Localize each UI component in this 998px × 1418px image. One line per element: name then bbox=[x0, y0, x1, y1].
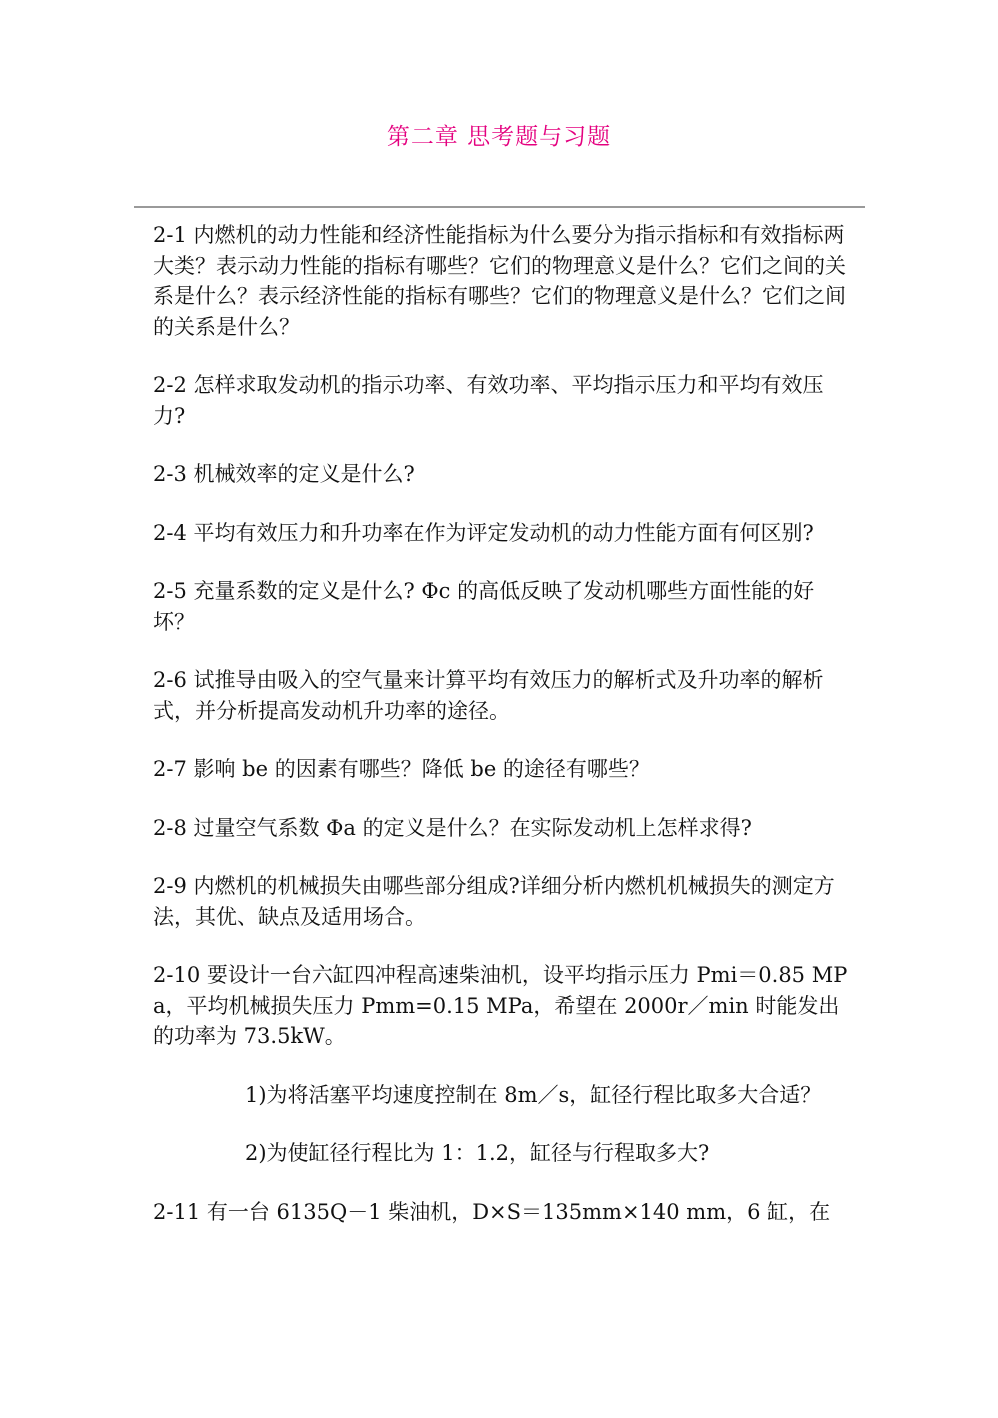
question-2-8: 2-8 过量空气系数 Φa 的定义是什么？在实际发动机上怎样求得? bbox=[153, 815, 752, 840]
question-2-6: 2-6 试推导由吸入的空气量来计算平均有效压力的解析式及升功率的解析式，并分析提高发动机升功率的途径。 bbox=[153, 668, 824, 723]
question-2-1: 2-1 内燃机的动力性能和经济性能指标为什么要分为指示指标和有效指标两大类？表示动力性能的指标有哪些？它们的物理意义是什么？它们之间的关系是什么？表示经济性能的指标有哪些？它们的物理意义是什么？它们之间的关系是什么？ bbox=[153, 223, 846, 339]
question-2-11: 2-11 有一台 6135Q－1 柴油机，D×S＝135mm×140 mm，6 缸，在 bbox=[153, 1199, 831, 1224]
question-list bbox=[153, 220, 853, 1255]
question-2-5: 2-5 充量系数的定义是什么? Φc 的高低反映了发动机哪些方面性能的好坏？ bbox=[153, 579, 815, 634]
question-2-7: 2-7 影响 be 的因素有哪些？降低 be 的途径有哪些？ bbox=[153, 757, 650, 781]
question-2-10-part-2: 2)为使缸径行程比为 1：1.2，缸径与行程取多大? bbox=[245, 1141, 710, 1165]
question-2-10-part-1: 1)为将活塞平均速度控制在 8m／s，缸径行程比取多大合适？ bbox=[245, 1082, 822, 1107]
question-2-10: 2-10 要设计一台六缸四冲程高速柴油机，设平均指示压力 Pmi＝0.85 MPa，平均机械损失压力 Pmm=0.15 MPa，希望在 2000r／min 时能发出的功率为 73.5kW。 bbox=[153, 963, 848, 1048]
question-2-3: 2-3 机械效率的定义是什么? bbox=[153, 462, 415, 486]
chapter-title: 第二章 思考题与习题 bbox=[386, 124, 612, 150]
title-divider bbox=[134, 206, 865, 208]
question-2-4: 2-4 平均有效压力和升功率在作为评定发动机的动力性能方面有何区别? bbox=[153, 520, 814, 545]
question-2-9: 2-9 内燃机的机械损失由哪些部分组成?详细分析内燃机机械损失的测定方法，其优、缺点及适用场合。 bbox=[153, 874, 835, 929]
question-2-2: 2-2 怎样求取发动机的指示功率、有效功率、平均指示压力和平均有效压力? bbox=[153, 373, 824, 428]
